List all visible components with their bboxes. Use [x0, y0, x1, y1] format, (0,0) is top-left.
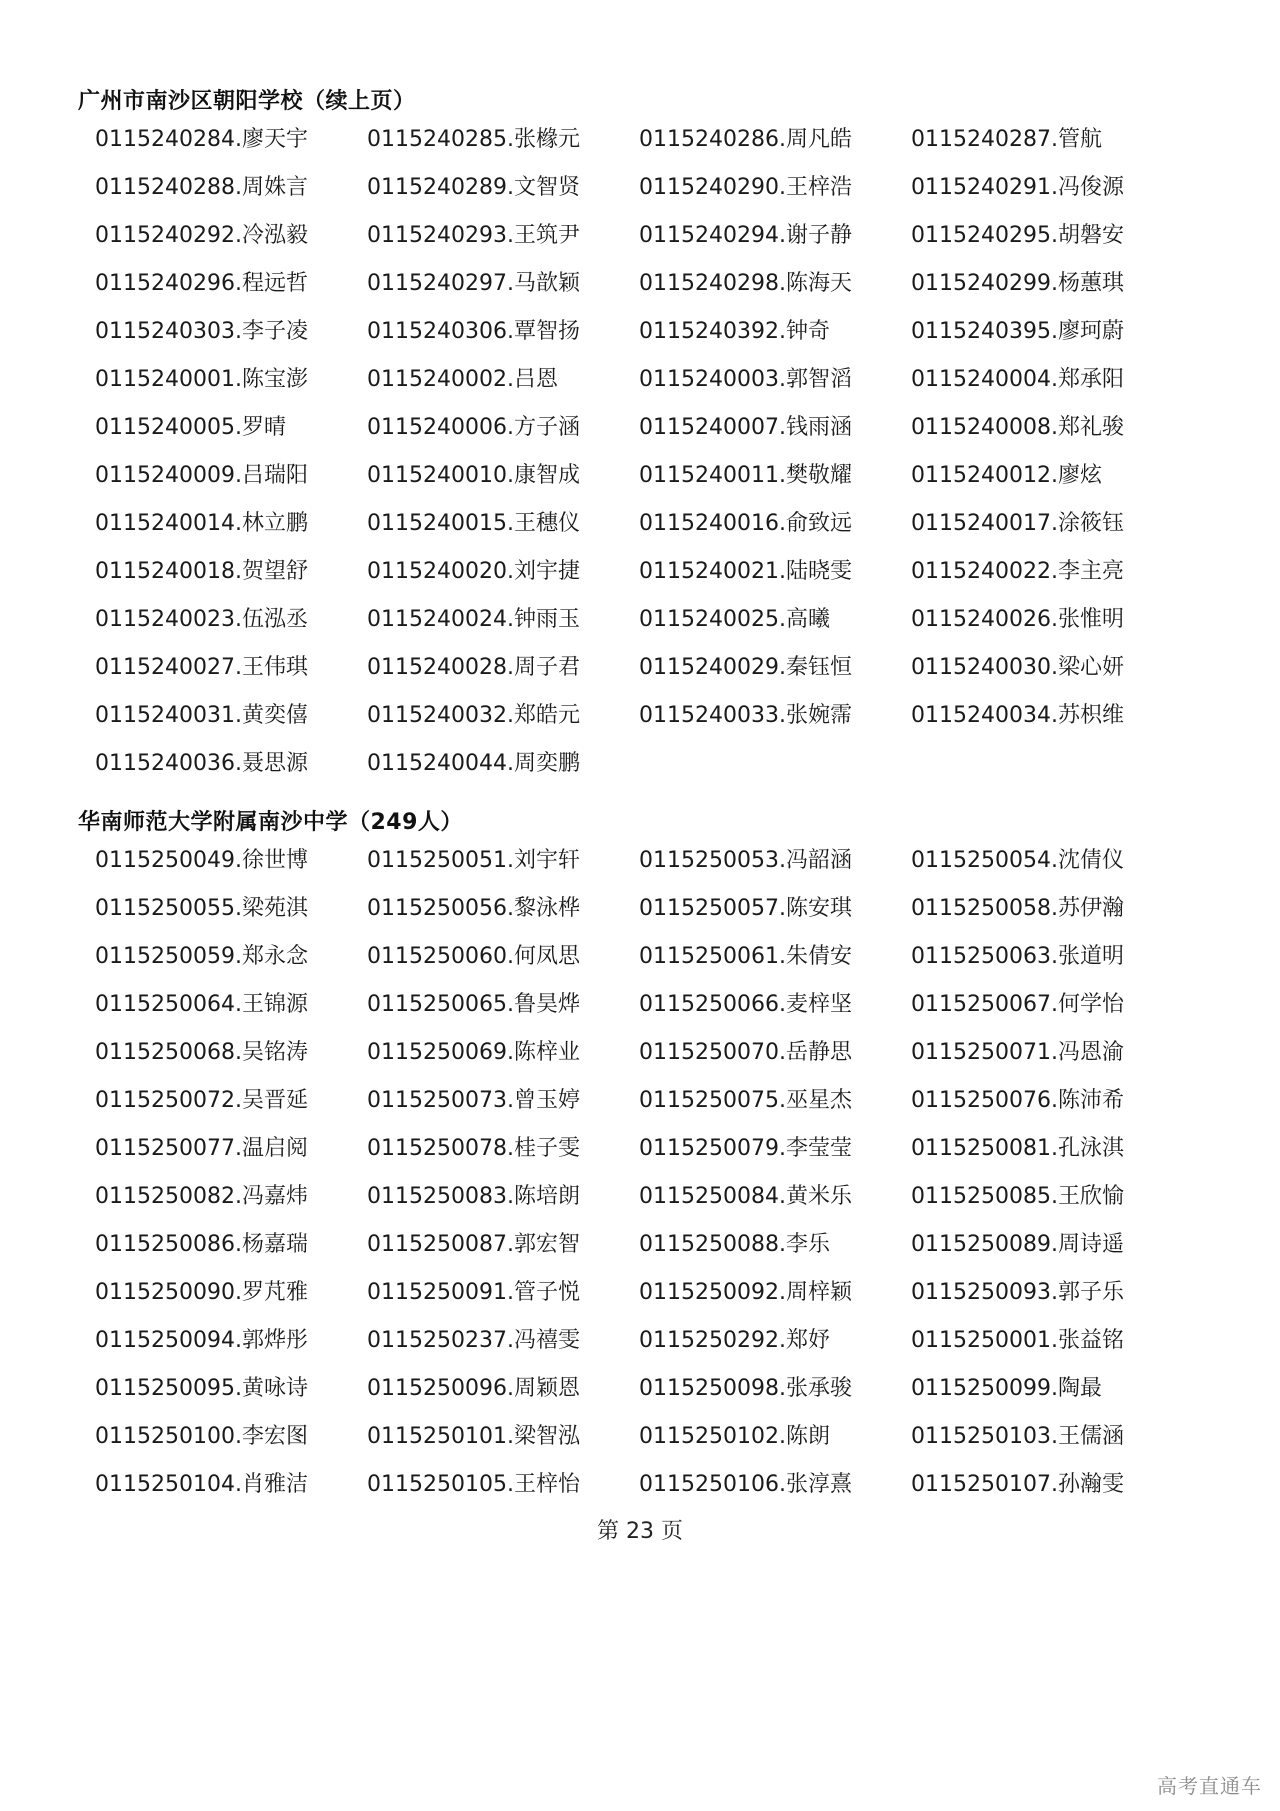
student-entry: 0115250056.黎泳桦 [367, 896, 580, 921]
student-entry: 0115240297.马歆颖 [367, 271, 580, 296]
student-entry: 0115240004.郑承阳 [911, 367, 1124, 392]
student-entry: 0115250081.孔泳淇 [911, 1136, 1124, 1161]
student-entry: 0115240291.冯俊源 [911, 175, 1124, 200]
student-entry: 0115240005.罗晴 [95, 415, 286, 440]
student-entry: 0115250092.周梓颖 [639, 1280, 852, 1305]
student-entry: 0115250057.陈安琪 [639, 896, 852, 921]
student-entry: 0115240007.钱雨涵 [639, 415, 852, 440]
student-entry: 0115240299.杨蕙琪 [911, 271, 1124, 296]
student-entry: 0115240044.周奕鹏 [367, 751, 580, 776]
student-entry: 0115240036.聂思源 [95, 751, 308, 776]
student-entry: 0115240028.周子君 [367, 655, 580, 680]
student-entry: 0115240292.冷泓毅 [95, 223, 308, 248]
student-entry: 0115240026.张惟明 [911, 607, 1124, 632]
student-entry: 0115240294.谢子静 [639, 223, 852, 248]
student-entry: 0115240027.王伟琪 [95, 655, 308, 680]
student-entry: 0115240289.文智贤 [367, 175, 580, 200]
student-entry: 0115240024.钟雨玉 [367, 607, 580, 632]
student-entry: 0115250101.梁智泓 [367, 1424, 580, 1449]
student-entry: 0115240288.周姝言 [95, 175, 308, 200]
student-entry: 0115250071.冯恩渝 [911, 1040, 1124, 1065]
student-entry: 0115240003.郭智滔 [639, 367, 852, 392]
student-entry: 0115240033.张婉霈 [639, 703, 852, 728]
student-entry: 0115250086.杨嘉瑞 [95, 1232, 308, 1257]
student-entry: 0115240009.吕瑞阳 [95, 463, 308, 488]
student-entry: 0115250104.肖雅洁 [95, 1472, 308, 1497]
student-entry: 0115250058.苏伊瀚 [911, 896, 1124, 921]
student-entry: 0115250093.郭子乐 [911, 1280, 1124, 1305]
student-entry: 0115240016.俞致远 [639, 511, 852, 536]
student-entry: 0115250053.冯韶涵 [639, 848, 852, 873]
student-entry: 0115250105.王梓怡 [367, 1472, 580, 1497]
student-entry: 0115250059.郑永念 [95, 944, 308, 969]
student-entry: 0115250069.陈梓业 [367, 1040, 580, 1065]
student-entry: 0115240284.廖天宇 [95, 127, 308, 152]
student-entry: 0115250075.巫星杰 [639, 1088, 852, 1113]
student-entry: 0115250237.冯禧雯 [367, 1328, 580, 1353]
student-entry: 0115240021.陆晓雯 [639, 559, 852, 584]
student-entry: 0115240031.黄奕僖 [95, 703, 308, 728]
student-entry: 0115250102.陈朗 [639, 1424, 830, 1449]
student-entry: 0115250085.王欣愉 [911, 1184, 1124, 1209]
student-entry: 0115250055.梁苑淇 [95, 896, 308, 921]
student-entry: 0115240032.郑皓元 [367, 703, 580, 728]
student-entry: 0115250094.郭烨彤 [95, 1328, 308, 1353]
admission-list-huanan-normal-nansha [95, 837, 1195, 1509]
student-entry: 0115250292.郑妤 [639, 1328, 830, 1353]
student-entry: 0115240022.李主亮 [911, 559, 1124, 584]
student-entry: 0115250106.张淳熹 [639, 1472, 852, 1497]
student-entry: 0115250089.周诗遥 [911, 1232, 1124, 1257]
student-entry: 0115240306.覃智扬 [367, 319, 580, 344]
student-entry: 0115250088.李乐 [639, 1232, 830, 1257]
student-entry: 0115240012.廖炫 [911, 463, 1102, 488]
student-entry: 0115250051.刘宇轩 [367, 848, 580, 873]
section-title-chaoyang-school: 广州市南沙区朝阳学校（续上页） [78, 89, 416, 114]
student-entry: 0115240298.陈海天 [639, 271, 852, 296]
student-entry: 0115240030.梁心妍 [911, 655, 1124, 680]
student-entry: 0115250103.王儒涵 [911, 1424, 1124, 1449]
student-entry: 0115250078.桂子雯 [367, 1136, 580, 1161]
page-number: 第 23 页 [597, 1519, 683, 1544]
student-entry: 0115240001.陈宝澎 [95, 367, 308, 392]
student-entry: 0115250098.张承骏 [639, 1376, 852, 1401]
student-entry: 0115250095.黄咏诗 [95, 1376, 308, 1401]
student-entry: 0115240034.苏枳维 [911, 703, 1124, 728]
student-entry: 0115240285.张橼元 [367, 127, 580, 152]
student-entry: 0115250063.张道明 [911, 944, 1124, 969]
student-entry: 0115250107.孙瀚雯 [911, 1472, 1124, 1497]
student-entry: 0115250091.管子悦 [367, 1280, 580, 1305]
student-entry: 0115250083.陈培朗 [367, 1184, 580, 1209]
student-entry: 0115250079.李莹莹 [639, 1136, 852, 1161]
student-entry: 0115240293.王筑尹 [367, 223, 580, 248]
watermark: 高考直通车 [1157, 1774, 1262, 1798]
student-entry: 0115240006.方子涵 [367, 415, 580, 440]
student-entry: 0115250067.何学怡 [911, 992, 1124, 1017]
student-entry: 0115250066.麦梓坚 [639, 992, 852, 1017]
student-entry: 0115250087.郭宏智 [367, 1232, 580, 1257]
student-entry: 0115250076.陈沛希 [911, 1088, 1124, 1113]
student-entry: 0115240025.高曦 [639, 607, 830, 632]
student-entry: 0115240303.李子凌 [95, 319, 308, 344]
student-entry: 0115240290.王梓浩 [639, 175, 852, 200]
student-entry: 0115250068.吴铭涛 [95, 1040, 308, 1065]
student-entry: 0115250073.曾玉婷 [367, 1088, 580, 1113]
student-entry: 0115240002.吕恩 [367, 367, 558, 392]
student-entry: 0115250077.温启阅 [95, 1136, 308, 1161]
student-entry: 0115250064.王锦源 [95, 992, 308, 1017]
section-title-huanan-normal-nansha: 华南师范大学附属南沙中学（249人） [78, 810, 463, 835]
student-entry: 0115240392.钟奇 [639, 319, 830, 344]
student-entry: 0115250061.朱倩安 [639, 944, 852, 969]
student-entry: 0115240018.贺望舒 [95, 559, 308, 584]
admission-list-chaoyang-school [95, 116, 1195, 788]
student-entry: 0115250054.沈倩仪 [911, 848, 1124, 873]
student-entry: 0115240011.樊敬耀 [639, 463, 852, 488]
student-entry: 0115240395.廖珂蔚 [911, 319, 1124, 344]
student-entry: 0115250060.何凤思 [367, 944, 580, 969]
student-entry: 0115240020.刘宇捷 [367, 559, 580, 584]
student-entry: 0115250099.陶最 [911, 1376, 1102, 1401]
student-entry: 0115250049.徐世博 [95, 848, 308, 873]
student-entry: 0115240017.涂筱钰 [911, 511, 1124, 536]
student-entry: 0115250070.岳静思 [639, 1040, 852, 1065]
student-entry: 0115250072.吴晋延 [95, 1088, 308, 1113]
student-entry: 0115240008.郑礼骏 [911, 415, 1124, 440]
student-entry: 0115250082.冯嘉炜 [95, 1184, 308, 1209]
student-entry: 0115240014.林立鹏 [95, 511, 308, 536]
student-entry: 0115250100.李宏图 [95, 1424, 308, 1449]
student-entry: 0115240286.周凡皓 [639, 127, 852, 152]
student-entry: 0115240287.管航 [911, 127, 1102, 152]
student-entry: 0115240023.伍泓丞 [95, 607, 308, 632]
student-entry: 0115250090.罗芃雅 [95, 1280, 308, 1305]
student-entry: 0115240296.程远哲 [95, 271, 308, 296]
student-entry: 0115250084.黄米乐 [639, 1184, 852, 1209]
student-entry: 0115240010.康智成 [367, 463, 580, 488]
student-entry: 0115240015.王穗仪 [367, 511, 580, 536]
student-entry: 0115240295.胡磐安 [911, 223, 1124, 248]
student-entry: 0115250065.鲁昊烨 [367, 992, 580, 1017]
student-entry: 0115250001.张益铭 [911, 1328, 1124, 1353]
student-entry: 0115250096.周颖恩 [367, 1376, 580, 1401]
student-entry: 0115240029.秦钰恒 [639, 655, 852, 680]
